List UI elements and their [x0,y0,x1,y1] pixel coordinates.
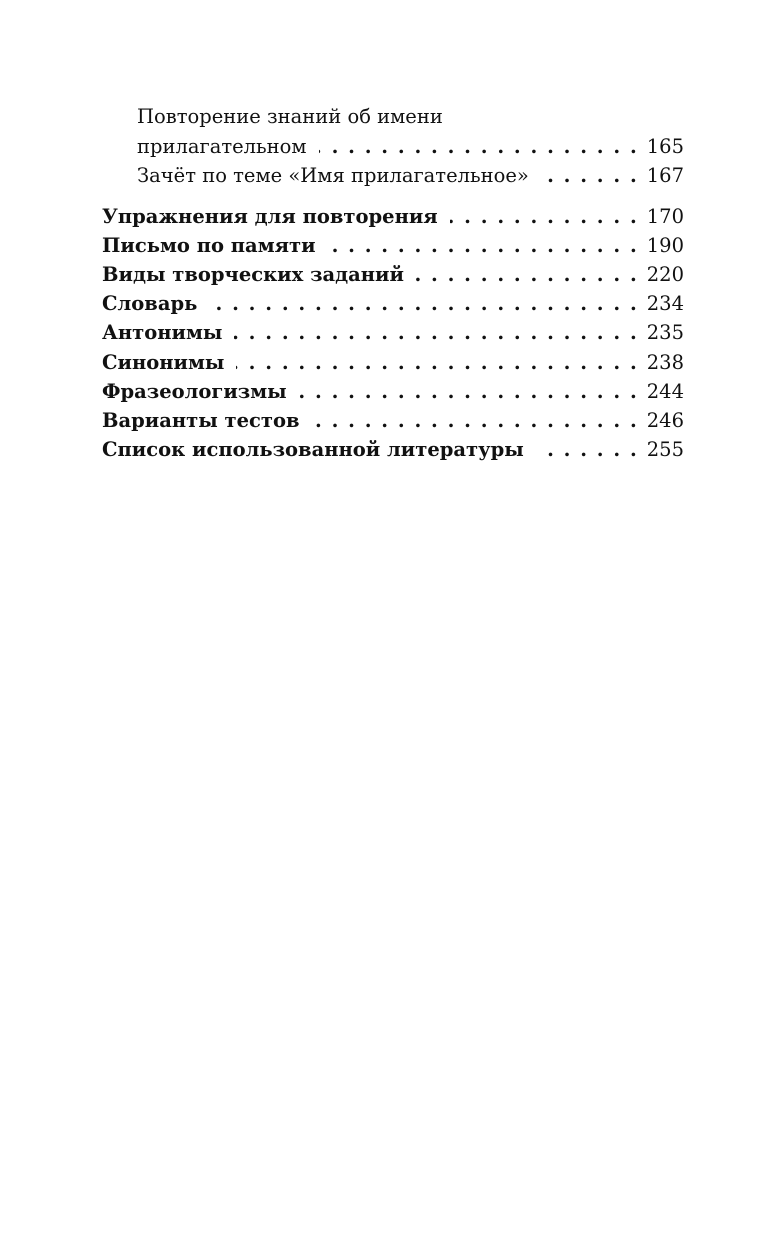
toc-entry-title: Фразеологизмы [102,380,287,403]
dot-leader [541,161,637,191]
toc-entry-title: Зачёт по теме «Имя прилагательное» [137,164,529,187]
toc-entry-title: Упражнения для повторения [102,205,438,228]
toc-entry-page: 170 [646,205,684,228]
toc-entry-title: Синонимы [102,351,225,374]
toc-sub-entry[interactable] [137,132,684,162]
dot-leader [328,231,637,261]
dot-leader [536,435,637,465]
toc-entry-title: прилагательном [137,135,307,158]
toc-entry-title: Варианты тестов [102,409,300,432]
toc-entry[interactable] [102,318,684,348]
toc-entry-page: 190 [646,234,684,257]
toc-entry[interactable] [102,231,684,261]
toc-entry[interactable] [102,377,684,407]
toc-entry[interactable] [102,202,684,232]
dot-leader [312,406,637,436]
toc-entry-title: Письмо по памяти [102,234,316,257]
toc-entry-page: 220 [646,263,684,286]
toc-entry-page: 165 [646,135,684,158]
toc-entry[interactable] [102,348,684,378]
toc-entry[interactable] [102,406,684,436]
toc-entry-title: Антонимы [102,321,223,344]
toc-entry-title: Список использованной литературы [102,438,524,461]
toc-sub-entry-title-line [137,102,684,132]
dot-leader [236,348,636,378]
toc-entry-title: Повторение знаний об имени [137,105,443,128]
toc-entry-page: 234 [646,292,684,315]
toc-entry-page: 235 [646,321,684,344]
toc-entry-page: 167 [646,164,684,187]
dot-leader [299,377,637,407]
toc-entry[interactable] [102,435,684,465]
toc-entry-title: Виды творческих заданий [102,263,404,286]
dot-leader [319,132,637,162]
dot-leader [234,318,636,348]
toc-sub-entry[interactable] [137,161,684,191]
toc-entry[interactable] [102,289,684,319]
toc-entry-page: 238 [646,351,684,374]
toc-entry-page: 244 [646,380,684,403]
toc-entry-page: 246 [646,409,684,432]
dot-leader [450,202,637,232]
dot-leader [416,260,637,290]
toc-entry[interactable] [102,260,684,290]
dot-leader [209,289,636,319]
toc-entry-title: Словарь [102,292,198,315]
toc-entry-page: 255 [646,438,684,461]
